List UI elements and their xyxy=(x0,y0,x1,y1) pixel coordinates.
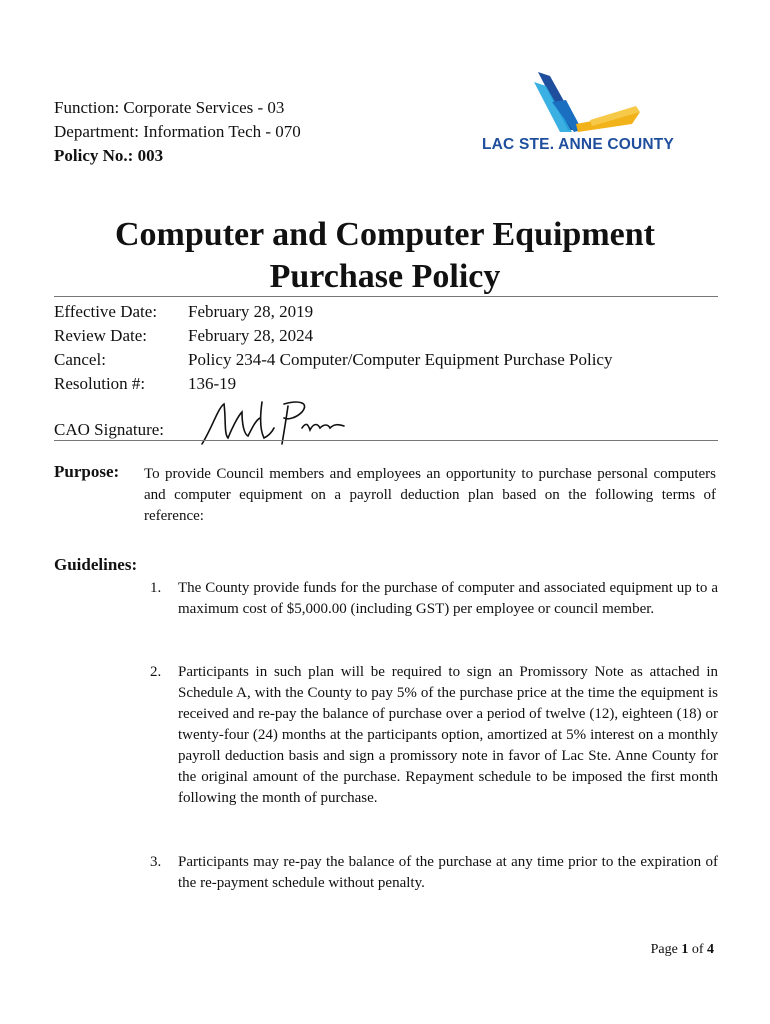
resolution-row xyxy=(54,372,612,396)
page-word: Page xyxy=(650,942,678,957)
list-item xyxy=(150,578,718,620)
resolution-label: Resolution #: xyxy=(54,374,146,393)
review-date-row xyxy=(54,324,612,348)
effective-date-label: Effective Date: xyxy=(54,302,158,321)
list-item-text: The County provide funds for the purchase of computer and associated equipment up to a maximum cost of $5,000.00 (including GST) per employee or council member. xyxy=(178,580,718,617)
policy-number: Policy No.: 003 xyxy=(54,146,164,165)
current-page: 1 xyxy=(681,942,689,957)
list-item-number: 2. xyxy=(150,664,162,680)
policy-header xyxy=(54,96,301,168)
purpose-text: To provide Council members and employees an opportunity to purchase personal computers and computer equipment on a payroll deduction plan based on the following terms of reference: xyxy=(144,466,716,524)
title-line-2: Purchase Policy xyxy=(269,258,501,295)
function-line: Function: Corporate Services - 03 xyxy=(54,98,285,117)
page-title xyxy=(0,214,770,298)
title-line-1: Computer and Computer Equipment xyxy=(115,216,655,253)
logo-text: LAC STE. ANNE COUNTY xyxy=(482,136,675,153)
total-pages: 4 xyxy=(707,942,714,957)
cancel-label: Cancel: xyxy=(54,350,106,369)
divider xyxy=(54,440,718,441)
page-number xyxy=(651,942,714,958)
list-item xyxy=(150,662,718,809)
of-word: of xyxy=(691,942,704,957)
cancel-row xyxy=(54,348,612,372)
logo-mark-icon xyxy=(532,72,642,138)
county-logo xyxy=(480,72,680,162)
policy-meta xyxy=(54,300,612,396)
resolution-value: 136-19 xyxy=(188,374,237,393)
effective-date-value: February 28, 2019 xyxy=(188,302,314,321)
divider xyxy=(54,296,718,297)
purpose-label: Purpose: xyxy=(54,462,120,481)
list-item-text: Participants may re-pay the balance of the purchase at any time prior to the expiration of the re-payment schedule without penalty. xyxy=(178,854,718,891)
review-date-label: Review Date: xyxy=(54,326,147,345)
review-date-value: February 28, 2024 xyxy=(188,326,314,345)
effective-date-row xyxy=(54,300,612,324)
list-item-number: 3. xyxy=(150,854,162,870)
list-item-number: 1. xyxy=(150,580,162,596)
signature-label: CAO Signature: xyxy=(54,420,165,439)
cancel-value: Policy 234-4 Computer/Computer Equipment Purchase Policy xyxy=(188,350,613,369)
list-item-text: Participants in such plan will be required to sign an Promissory Note as attached in Schedule A, with the County to pay 5% of the purchase price at the time the equipment is received and re-pay the balance of purchase over a period of twelve (12), eighteen (18) or twenty-four (24) months at the participants option, amortized at 5% interest on a monthly payroll deduction basis and sign a promissory note in favor of Lac Ste. Anne County for the original amount of the purchase. Repayment schedule to be imposed the first month following the month of purchase. xyxy=(178,664,718,806)
list-item xyxy=(150,852,718,894)
department-line: Department: Information Tech - 070 xyxy=(54,122,301,141)
guidelines-label: Guidelines: xyxy=(54,555,138,574)
